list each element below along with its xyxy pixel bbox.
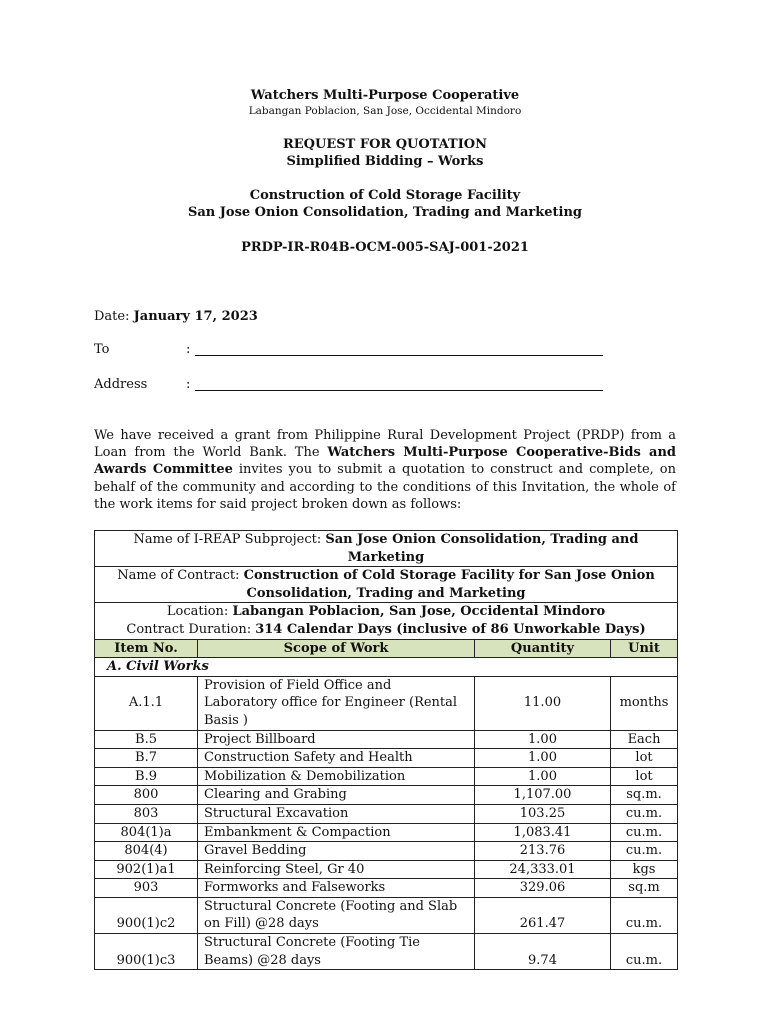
item-no-cell: A.1.1 bbox=[95, 676, 198, 730]
address-field[interactable] bbox=[195, 390, 603, 391]
contract-label: Name of Contract: bbox=[117, 568, 244, 584]
work-items-table bbox=[94, 530, 678, 970]
duration-label: Contract Duration: bbox=[126, 621, 256, 637]
table-row bbox=[95, 823, 678, 842]
table-row bbox=[95, 676, 678, 730]
table-row bbox=[95, 749, 678, 768]
col-header-unit: Unit bbox=[611, 639, 678, 658]
item-no-cell: 800 bbox=[95, 786, 198, 805]
table-row bbox=[95, 860, 678, 879]
to-label: To bbox=[94, 342, 110, 357]
table-row bbox=[95, 842, 678, 861]
doc-title: REQUEST FOR QUOTATION bbox=[282, 137, 488, 152]
scope-cell: Mobilization & Demobilization bbox=[198, 767, 475, 786]
intro-text-2: invites you to submit a quotation to construct and complete, on behalf of the community and according to the conditions of this Invitation, the whole of the work items for said project broken down as follows: bbox=[94, 462, 676, 512]
col-header-item: Item No. bbox=[95, 639, 198, 658]
item-no-cell: B.5 bbox=[95, 730, 198, 749]
quantity-cell: 1.00 bbox=[475, 767, 611, 786]
unit-cell: cu.m. bbox=[611, 842, 678, 861]
quantity-cell: 24,333.01 bbox=[475, 860, 611, 879]
table-row bbox=[95, 767, 678, 786]
unit-cell: cu.m. bbox=[611, 823, 678, 842]
scope-cell: Formworks and Falseworks bbox=[198, 879, 475, 898]
location-value: Labangan Poblacion, San Jose, Occidental Mindoro bbox=[232, 604, 606, 620]
quantity-cell: 329.06 bbox=[475, 879, 611, 898]
item-no-cell: 803 bbox=[95, 804, 198, 823]
scope-cell: Structural Concrete (Footing Tie Beams) @28 days bbox=[198, 934, 475, 970]
item-no-cell: 900(1)c3 bbox=[95, 934, 198, 970]
unit-cell: months bbox=[611, 676, 678, 730]
unit-cell: sq.m. bbox=[611, 786, 678, 805]
quantity-cell: 261.47 bbox=[475, 897, 611, 933]
quantity-cell: 1,083.41 bbox=[475, 823, 611, 842]
contract-value: Construction of Cold Storage Facility for San Jose Onion Consolidation, Trading and Marketing bbox=[243, 568, 655, 601]
project-title-line2: San Jose Onion Consolidation, Trading and Marketing bbox=[187, 205, 583, 220]
intro-text-1: We have received a grant from Philippine Rural Development Project (PRDP) from a Loan from the World Bank. The bbox=[94, 428, 676, 461]
address-colon: : bbox=[186, 377, 191, 392]
item-rows bbox=[95, 676, 678, 970]
org-address: Labangan Poblacion, San Jose, Occidental Mindoro bbox=[248, 105, 522, 117]
quantity-cell: 213.76 bbox=[475, 842, 611, 861]
col-header-quantity: Quantity bbox=[475, 639, 611, 658]
scope-cell: Clearing and Grabing bbox=[198, 786, 475, 805]
col-header-scope: Scope of Work bbox=[198, 639, 475, 658]
quantity-cell: 1.00 bbox=[475, 730, 611, 749]
unit-cell: lot bbox=[611, 749, 678, 768]
quantity-cell: 9.74 bbox=[475, 934, 611, 970]
scope-cell: Project Billboard bbox=[198, 730, 475, 749]
quantity-cell: 1.00 bbox=[475, 749, 611, 768]
org-name: Watchers Multi-Purpose Cooperative bbox=[250, 88, 520, 103]
project-title-line1: Construction of Cold Storage Facility bbox=[249, 188, 521, 203]
date-label: Date: bbox=[94, 309, 130, 324]
scope-cell: Provision of Field Office and Laboratory office for Engineer (Rental Basis ) bbox=[198, 676, 475, 730]
subproject-label: Name of I-REAP Subproject: bbox=[133, 532, 326, 547]
date-value: January 17, 2023 bbox=[133, 309, 258, 324]
scope-cell: Reinforcing Steel, Gr 40 bbox=[198, 860, 475, 879]
intro-paragraph bbox=[94, 427, 676, 513]
section-civil-works: A. Civil Works bbox=[95, 658, 678, 677]
doc-subtitle: Simplified Bidding – Works bbox=[286, 154, 484, 169]
unit-cell: cu.m. bbox=[611, 897, 678, 933]
unit-cell: kgs bbox=[611, 860, 678, 879]
scope-cell: Gravel Bedding bbox=[198, 842, 475, 861]
scope-cell: Structural Concrete (Footing and Slab on Fill) @28 days bbox=[198, 897, 475, 933]
unit-cell: cu.m. bbox=[611, 934, 678, 970]
to-field[interactable] bbox=[195, 355, 603, 356]
item-no-cell: 804(4) bbox=[95, 842, 198, 861]
quantity-cell: 103.25 bbox=[475, 804, 611, 823]
location-duration-row bbox=[95, 603, 678, 639]
location-label: Location: bbox=[166, 604, 233, 620]
item-no-cell: 900(1)c2 bbox=[95, 897, 198, 933]
duration-value: 314 Calendar Days (inclusive of 86 Unworkable Days) bbox=[255, 621, 646, 637]
item-no-cell: B.7 bbox=[95, 749, 198, 768]
contract-row bbox=[95, 567, 678, 603]
table-row bbox=[95, 786, 678, 805]
intro-bold-committee: Watchers Multi-Purpose Cooperative-Bids and Awards Committee bbox=[94, 445, 676, 478]
subproject-row bbox=[95, 531, 678, 567]
table-header-row bbox=[95, 639, 678, 658]
unit-cell: sq.m bbox=[611, 879, 678, 898]
item-no-cell: 902(1)a1 bbox=[95, 860, 198, 879]
reference-number: PRDP-IR-R04B-OCM-005-SAJ-001-2021 bbox=[241, 240, 529, 255]
item-no-cell: 804(1)a bbox=[95, 823, 198, 842]
scope-cell: Structural Excavation bbox=[198, 804, 475, 823]
unit-cell: lot bbox=[611, 767, 678, 786]
table-row bbox=[95, 804, 678, 823]
table-row bbox=[95, 879, 678, 898]
subproject-value: San Jose Onion Consolidation, Trading and Marketing bbox=[325, 532, 639, 565]
table-row bbox=[95, 897, 678, 933]
to-colon: : bbox=[186, 342, 191, 357]
address-label: Address bbox=[94, 377, 148, 392]
quantity-cell: 1,107.00 bbox=[475, 786, 611, 805]
table-row bbox=[95, 730, 678, 749]
table-row bbox=[95, 934, 678, 970]
scope-cell: Construction Safety and Health bbox=[198, 749, 475, 768]
unit-cell: cu.m. bbox=[611, 804, 678, 823]
quantity-cell: 11.00 bbox=[475, 676, 611, 730]
scope-cell: Embankment & Compaction bbox=[198, 823, 475, 842]
date-line bbox=[94, 309, 258, 324]
section-row bbox=[95, 658, 678, 677]
item-no-cell: 903 bbox=[95, 879, 198, 898]
unit-cell: Each bbox=[611, 730, 678, 749]
item-no-cell: B.9 bbox=[95, 767, 198, 786]
